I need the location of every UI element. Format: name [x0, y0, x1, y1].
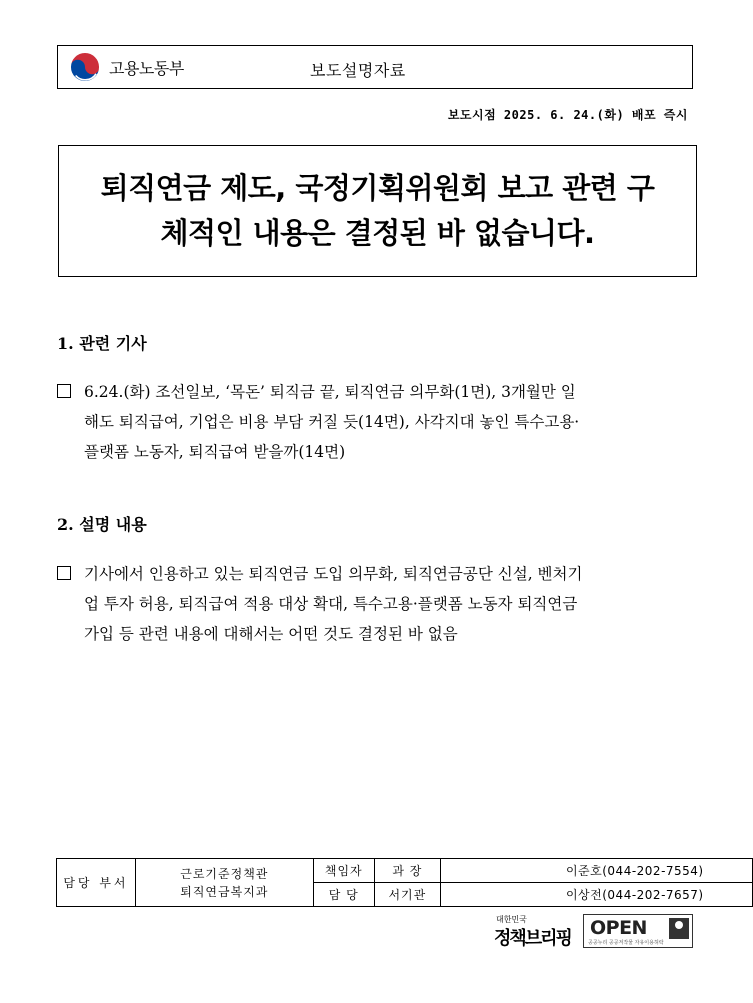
- checkbox-square-icon: [57, 566, 71, 580]
- brand-main-text: 정책브리핑: [494, 928, 571, 949]
- bullet-line: 6.24.(화) 조선일보, ‘목돈’ 퇴직금 끝, 퇴직연금 의무화(1면), 3개월만 일: [57, 377, 707, 407]
- bullet-line: 업 투자 허용, 퇴직급여 적용 대상 확대, 특수고용·플랫폼 노동자 퇴직연금: [84, 595, 578, 613]
- open-word: OPEN: [590, 917, 647, 939]
- contact-table: [56, 858, 753, 907]
- explanation-bullet: [57, 559, 707, 649]
- position-title: 과 장: [374, 859, 440, 883]
- title-box: [58, 145, 697, 277]
- role-label: 책임자: [313, 859, 374, 883]
- person-attribution-icon: [669, 918, 689, 939]
- contact-row: [57, 859, 753, 883]
- position-title: 서기관: [374, 883, 440, 907]
- section-heading-related-article: 1. 관련 기사: [57, 334, 147, 353]
- policy-briefing-logo: [493, 912, 573, 950]
- kogl-open-license-logo: [583, 914, 693, 948]
- dept-name: [135, 859, 313, 907]
- checkbox-square-icon: [57, 384, 71, 398]
- open-subtext: 공공누리 공공저작물 자유이용허락: [588, 940, 664, 946]
- contact-person: 이준호(044-202-7554): [440, 859, 752, 883]
- footer-logos: [493, 912, 693, 950]
- bullet-line: 가입 등 관련 내용에 대해서는 어떤 것도 결정된 바 없음: [84, 625, 458, 643]
- title-line-2: 체적인 내용은 결정된 바 없습니다.: [160, 216, 595, 250]
- brand-top-text: 대한민국: [496, 915, 527, 924]
- bullet-line: 플랫폼 노동자, 퇴직급여 받을까(14면): [84, 443, 346, 461]
- release-timing: 보도시점 2025. 6. 24.(화) 배포 즉시: [447, 108, 688, 122]
- contact-person: 이상전(044-202-7657): [440, 883, 752, 907]
- related-article-bullet: [57, 377, 707, 467]
- bullet-line: 해도 퇴직급여, 기업은 비용 부담 커질 듯(14면), 사각지대 놓인 특수고용·: [84, 413, 580, 431]
- ministry-name: 고용노동부: [109, 58, 184, 78]
- header-box: [57, 45, 693, 89]
- dept-line-1: 근로기준정책관: [180, 866, 269, 881]
- title-line-1: 퇴직연금 제도, 국정기획위원회 보고 관련 구: [100, 171, 655, 205]
- taegeuk-emblem-icon: [66, 50, 104, 84]
- section-heading-explanation: 2. 설명 내용: [57, 515, 147, 534]
- dept-line-2: 퇴직연금복지과: [180, 884, 269, 899]
- role-label: 담 당: [313, 883, 374, 907]
- ministry-logo: [66, 50, 184, 84]
- bullet-line: 기사에서 인용하고 있는 퇴직연금 도입 의무화, 퇴직연금공단 신설, 벤처기: [57, 559, 707, 589]
- dept-label: 담당 부서: [57, 859, 136, 907]
- document-type: 보도설명자료: [310, 61, 406, 80]
